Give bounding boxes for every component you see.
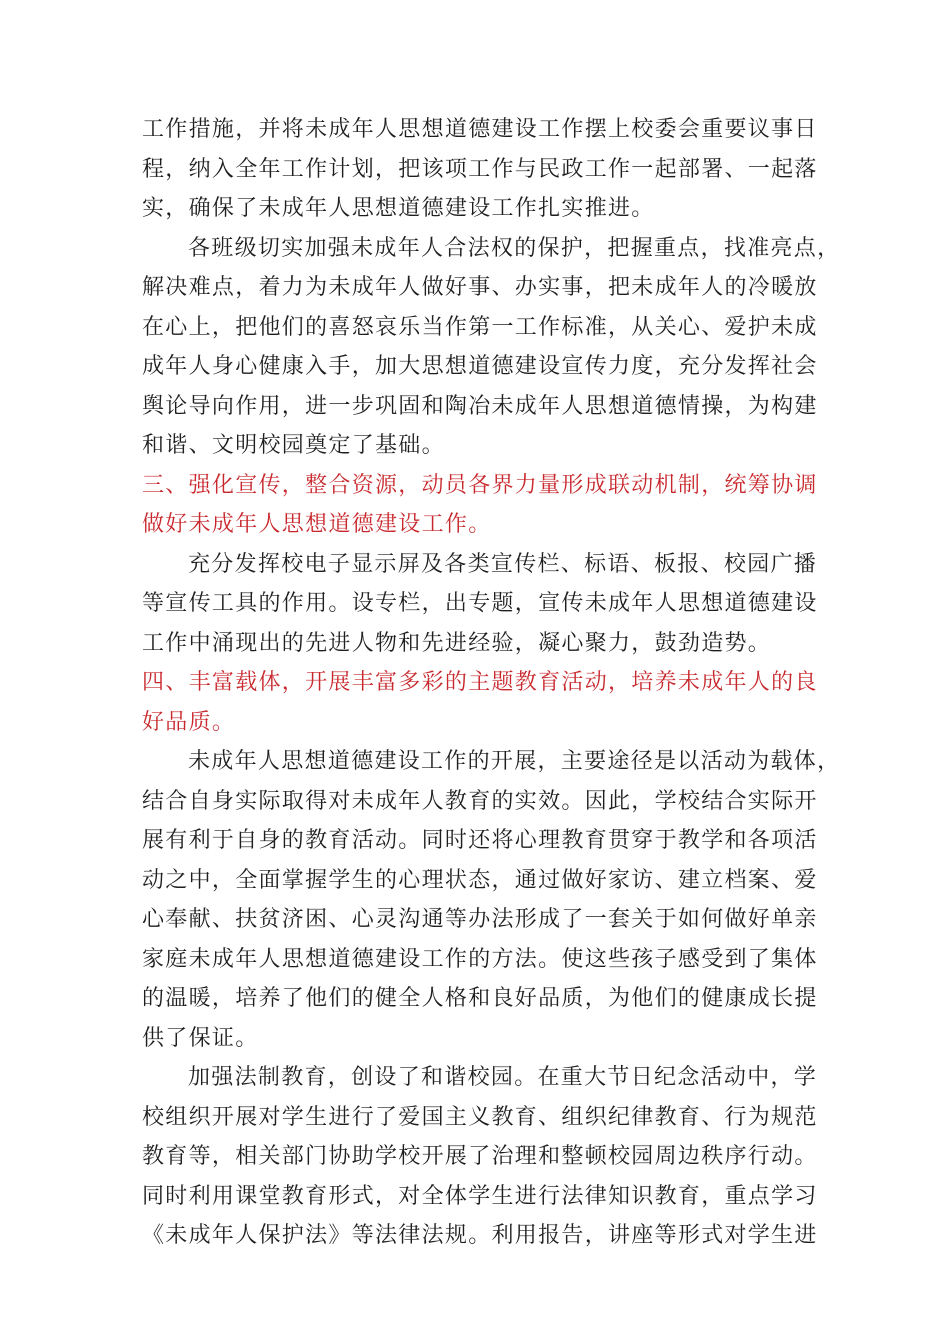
text-line: 《未成年人保护法》等法律法规。利用报告，讲座等形式对学生进 [142,1223,818,1248]
text-line: 的温暖，培养了他们的健全人格和良好品质，为他们的健康成长提 [142,986,818,1011]
text-line: 在心上，把他们的喜怒哀乐当作第一工作标准，从关心、爱护未成 [142,314,818,340]
text-line: 等宣传工具的作用。设专栏，出专题，宣传未成年人思想道德建设 [142,591,818,616]
text-line: 各班级切实加强未成年人合法权的保护，把握重点，找准亮点， [188,235,841,261]
paragraph-legal-education [142,1058,832,1256]
text-line: 心奉献、扶贫济困、心灵沟通等办法形成了一套关于如何做好单亲 [142,907,818,932]
text-line: 程，纳入全年工作计划，把该项工作与民政工作一起部署、一起落 [142,156,818,182]
paragraph-activities [142,742,841,1058]
text-line: 和谐、文明校园奠定了基础。 [142,433,445,458]
heading-line: 三、强化宣传，整合资源，动员各界力量形成联动机制，统筹协调 [142,472,818,498]
text-line: 实，确保了未成年人思想道德建设工作扎实推进。 [142,196,655,221]
text-line: 结合自身实际取得对未成年人教育的实效。因此，学校结合实际开 [142,788,818,814]
heading-line: 做好未成年人思想道德建设工作。 [142,512,492,537]
text-line: 供了保证。 [142,1025,259,1051]
text-line: 加强法制教育，创设了和谐校园。在重大节日纪念活动中，学 [188,1065,818,1090]
text-line: 舆论导向作用，进一步巩固和陶冶未成年人思想道德情操，为构建 [142,393,818,419]
text-line: 动之中，全面掌握学生的心理状态，通过做好家访、建立档案、爱 [142,867,818,893]
text-line: 工作中涌现出的先进人物和先进经验，凝心聚力，鼓劲造势。 [142,630,772,656]
text-line: 成年人身心健康入手，加大思想道德建设宣传力度，充分发挥社会 [142,354,818,379]
text-line: 校组织开展对学生进行了爱国主义教育、组织纪律教育、行为规范 [142,1104,818,1130]
paragraph-publicity [142,545,832,664]
text-line: 家庭未成年人思想道德建设工作的方法。使这些孩子感受到了集体 [142,946,818,972]
document-page [142,110,841,1256]
text-line: 工作措施，并将未成年人思想道德建设工作摆上校委会重要议事日 [142,117,818,142]
text-line: 充分发挥校电子显示屏及各类宣传栏、标语、板报、校园广播 [188,551,818,577]
heading-line: 四、丰富载体，开展丰富多彩的主题教育活动，培养未成年人的良 [142,670,818,695]
section-heading-4 [142,663,832,742]
text-line: 未成年人思想道德建设工作的开展，主要途径是以活动为载体， [188,749,841,774]
text-line: 展有利于自身的教育活动。同时还将心理教育贯穿于教学和各项活 [142,828,818,853]
section-heading-3 [142,466,832,545]
heading-line: 好品质。 [142,709,236,735]
text-line: 解决难点，着力为未成年人做好事、办实事，把未成年人的冷暖放 [142,275,818,300]
paragraph-class-protection [142,229,841,466]
text-line: 教育等，相关部门协助学校开展了治理和整顿校园周边秩序行动。 [142,1144,818,1169]
paragraph-measures-continued [142,110,832,229]
text-line: 同时利用课堂教育形式，对全体学生进行法律知识教育，重点学习 [142,1183,818,1209]
